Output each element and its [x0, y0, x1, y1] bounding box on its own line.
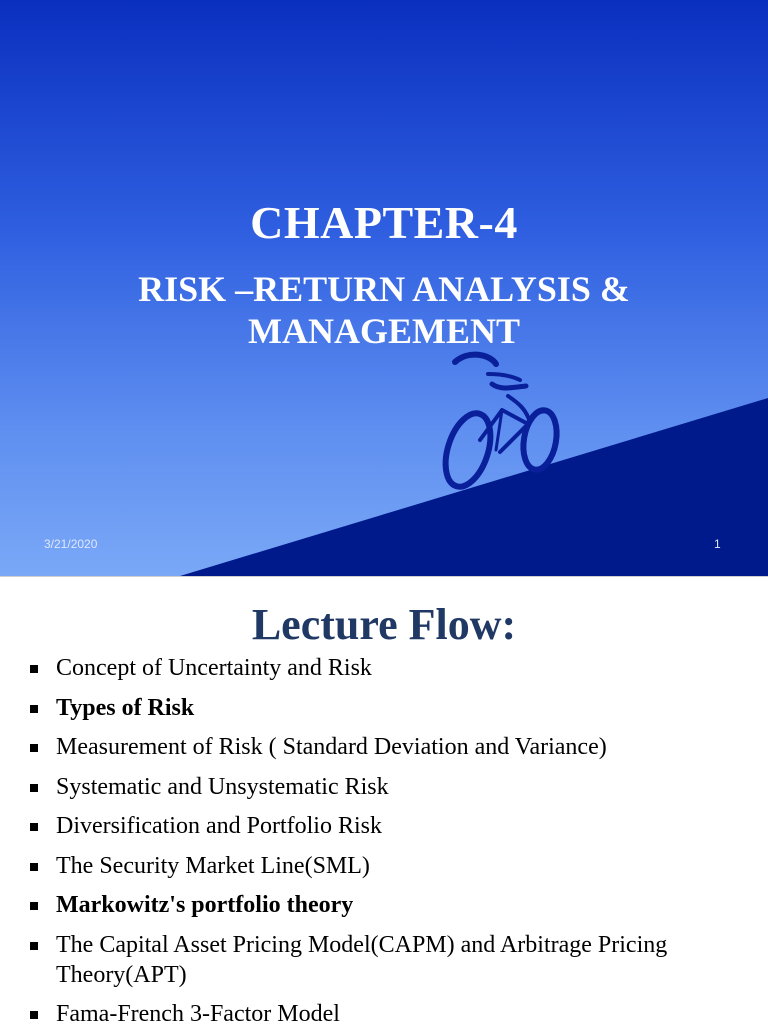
square-bullet-icon: [30, 863, 38, 871]
list-item: [0, 693, 768, 723]
square-bullet-icon: [30, 902, 38, 910]
list-item-text: Systematic and Unsystematic Risk: [56, 773, 389, 800]
lecture-flow-slide: [0, 577, 768, 1024]
chapter-subtitle: [60, 268, 708, 352]
list-item: [0, 653, 768, 683]
subtitle-line-1: RISK –RETURN ANALYSIS &: [138, 269, 630, 309]
lecture-flow-list: [0, 653, 768, 1024]
list-item-text: The Capital Asset Pricing Model(CAPM) and Arbitrage Pricing Theory(APT): [56, 931, 668, 988]
list-item-text: Fama-French 3-Factor Model: [56, 1001, 340, 1024]
list-item-text: Markowitz's portfolio theory: [56, 892, 354, 918]
list-item: [0, 851, 768, 881]
list-item-text: Measurement of Risk ( Standard Deviation and Variance): [56, 734, 607, 760]
list-item: [0, 772, 768, 802]
list-item-text: Diversification and Portfolio Risk: [56, 813, 382, 839]
slide-date: 3/21/2020: [44, 537, 98, 551]
chapter-title: CHAPTER-4: [250, 197, 518, 248]
list-item: [0, 811, 768, 841]
list-item: [0, 890, 768, 920]
subtitle-line-2: MANAGEMENT: [248, 311, 520, 351]
square-bullet-icon: [30, 823, 38, 831]
square-bullet-icon: [30, 942, 38, 950]
list-item: [0, 732, 768, 762]
square-bullet-icon: [30, 784, 38, 792]
slide-number: 1: [714, 537, 721, 551]
square-bullet-icon: [30, 1011, 38, 1019]
list-item-text: Concept of Uncertainty and Risk: [56, 655, 372, 681]
cyclist-icon: [430, 340, 570, 500]
square-bullet-icon: [30, 665, 38, 673]
list-item-text: Types of Risk: [56, 694, 195, 721]
square-bullet-icon: [30, 744, 38, 752]
list-item: [0, 930, 768, 990]
lecture-flow-heading: Lecture Flow:: [251, 600, 517, 649]
list-item-text: The Security Market Line(SML): [56, 852, 370, 879]
square-bullet-icon: [30, 705, 38, 713]
list-item: [0, 999, 768, 1024]
